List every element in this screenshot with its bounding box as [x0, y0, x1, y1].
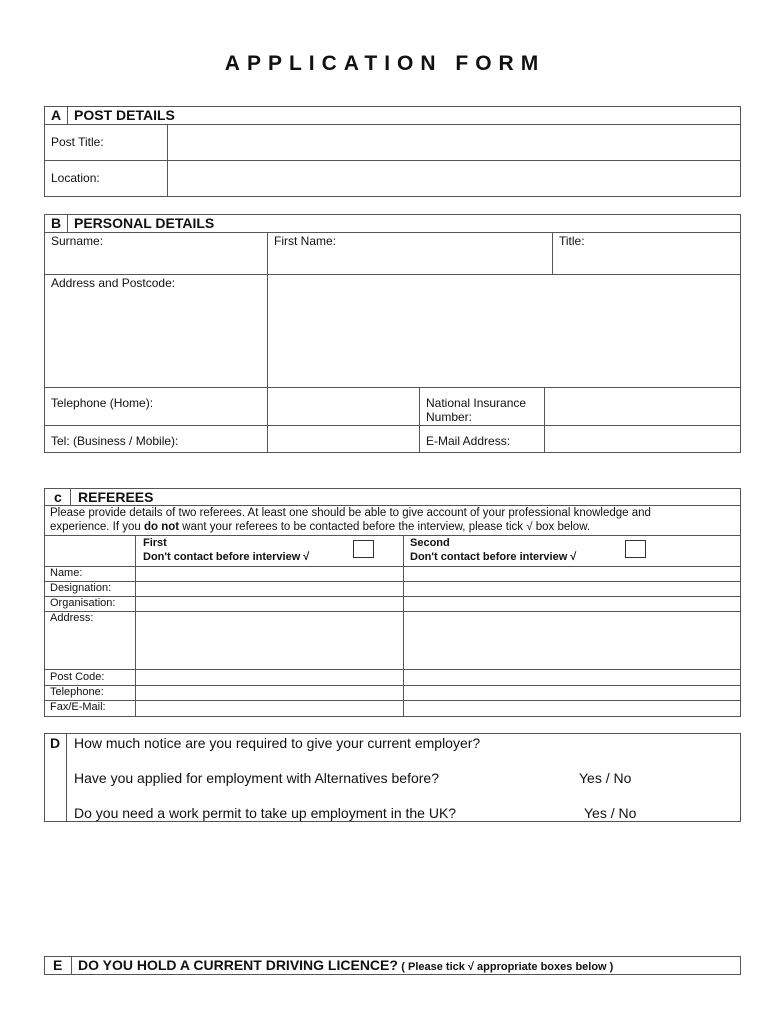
first-referee-organisation-field[interactable]	[137, 597, 402, 610]
divider	[44, 124, 741, 125]
divider	[44, 232, 741, 233]
second-referee-designation-field[interactable]	[405, 582, 739, 595]
location-label: Location:	[51, 171, 100, 185]
ni-label-line1: National Insurance	[426, 396, 527, 410]
divider	[403, 535, 404, 717]
second-referee-telephone-field[interactable]	[405, 686, 739, 699]
address-label: Address and Postcode:	[51, 276, 176, 290]
divider	[44, 387, 741, 388]
divider	[552, 232, 553, 274]
applied-before-question: Have you applied for employment with Alternatives before?	[74, 770, 439, 786]
divider	[44, 425, 741, 426]
email-field[interactable]	[546, 427, 739, 451]
first-referee-name-field[interactable]	[137, 567, 402, 580]
first-referee-address-field[interactable]	[137, 612, 402, 668]
referee-telephone-label: Telephone:	[50, 686, 104, 698]
ni-label-line2: Number:	[426, 410, 473, 424]
tel-business-label: Tel: (Business / Mobile):	[51, 434, 179, 448]
referee-designation-label: Designation:	[50, 582, 112, 594]
referee-post-code-label: Post Code:	[50, 671, 105, 683]
surname-label: Surname:	[51, 234, 104, 248]
divider	[44, 274, 741, 275]
divider	[44, 535, 741, 536]
divider	[67, 214, 68, 232]
tel-business-field[interactable]	[269, 427, 417, 451]
second-referee-fax-email-field[interactable]	[405, 701, 739, 716]
tel-home-label: Telephone (Home):	[51, 396, 154, 410]
divider	[544, 387, 545, 453]
referees-intro-line1: Please provide details of two referees. At least one should be able to give account of your professional knowledge and	[50, 507, 651, 519]
first-referee-telephone-field[interactable]	[137, 686, 402, 699]
first-name-field[interactable]	[269, 248, 550, 272]
email-label: E-Mail Address:	[426, 434, 511, 448]
title-label: Title:	[559, 234, 585, 248]
second-referee-post-code-field[interactable]	[405, 670, 739, 684]
referee-name-label: Name:	[50, 567, 83, 579]
section-b-letter: B	[51, 215, 62, 231]
address-field[interactable]	[269, 276, 739, 385]
divider	[167, 124, 168, 197]
work-permit-yes-no[interactable]: Yes / No	[584, 805, 637, 821]
divider	[135, 535, 136, 717]
divider	[71, 956, 72, 975]
second-referee-name-field[interactable]	[405, 567, 739, 580]
first-referee-tick-box[interactable]	[353, 540, 374, 558]
referee-organisation-label: Organisation:	[50, 597, 116, 609]
second-referee-tick-box[interactable]	[625, 540, 646, 558]
surname-field[interactable]	[46, 248, 265, 272]
section-c-heading: REFEREES	[78, 489, 154, 505]
first-referee-fax-email-field[interactable]	[137, 701, 402, 716]
first-referee-designation-field[interactable]	[137, 582, 402, 595]
first-referee-label: First	[143, 537, 167, 549]
post-title-field[interactable]	[169, 126, 739, 159]
first-name-label: First Name:	[274, 234, 337, 248]
applied-before-yes-no[interactable]: Yes / No	[579, 770, 632, 786]
first-dont-contact-label: Don't contact before interview √	[143, 551, 310, 563]
location-field[interactable]	[169, 162, 739, 195]
section-e-letter: E	[53, 957, 63, 973]
section-a-heading: POST DETAILS	[74, 107, 175, 123]
second-referee-organisation-field[interactable]	[405, 597, 739, 610]
section-a-letter: A	[51, 107, 62, 123]
work-permit-question: Do you need a work permit to take up employment in the UK?	[74, 805, 457, 821]
page-title: APPLICATION FORM	[224, 52, 546, 75]
second-referee-address-field[interactable]	[405, 612, 739, 668]
referee-fax-email-label: Fax/E-Mail:	[50, 701, 106, 713]
ni-number-field[interactable]	[546, 389, 739, 423]
section-e-heading: DO YOU HOLD A CURRENT DRIVING LICENCE? ( Please tick √ appropriate boxes below )	[78, 957, 614, 973]
second-referee-label: Second	[410, 537, 450, 549]
divider	[44, 160, 741, 161]
divider	[70, 488, 71, 505]
post-title-label: Post Title:	[51, 135, 104, 149]
divider	[419, 387, 420, 453]
referee-address-label: Address:	[50, 612, 94, 624]
divider	[66, 733, 67, 822]
tel-home-field[interactable]	[269, 389, 417, 423]
notice-question: How much notice are you required to give your current employer?	[74, 735, 481, 751]
divider	[267, 232, 268, 453]
first-referee-post-code-field[interactable]	[137, 670, 402, 684]
section-c-letter: c	[54, 489, 62, 505]
second-dont-contact-label: Don't contact before interview √	[410, 551, 577, 563]
divider	[44, 505, 741, 506]
section-d-letter: D	[50, 735, 61, 751]
title-field[interactable]	[554, 248, 739, 272]
divider	[67, 106, 68, 124]
referees-intro-line2: experience. If you do not want your referees to be contacted before the interview, please tick √ box below.	[50, 521, 591, 533]
section-b-heading: PERSONAL DETAILS	[74, 215, 215, 231]
